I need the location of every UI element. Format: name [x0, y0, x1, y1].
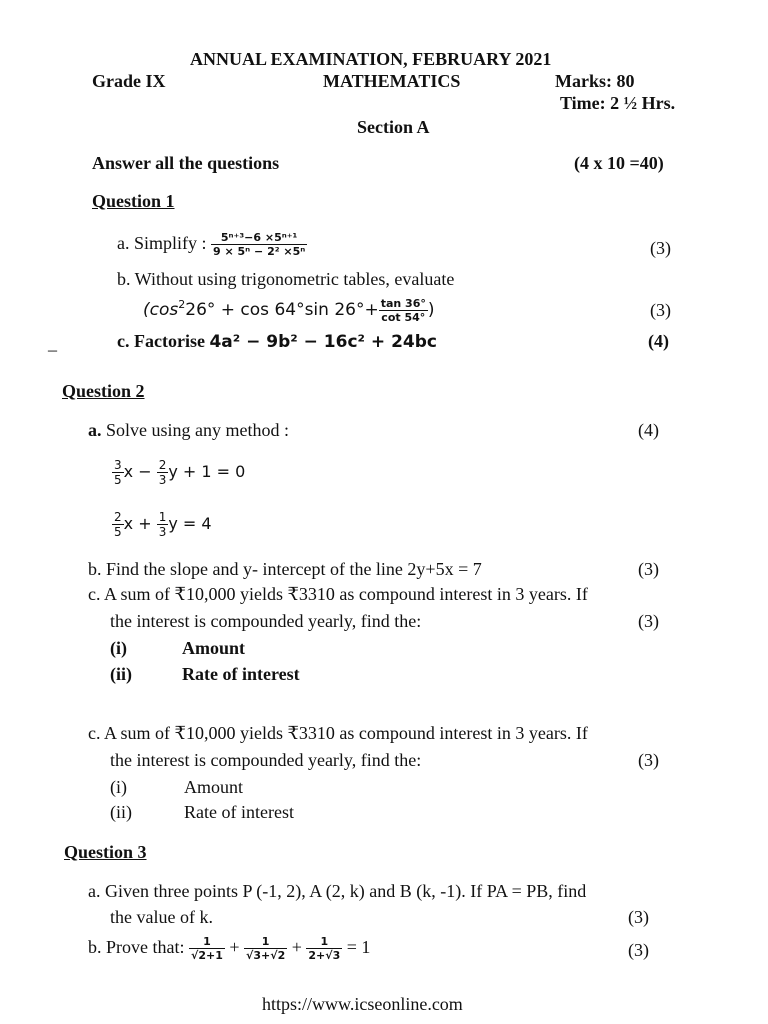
q2c2-ii-label: (ii)	[110, 802, 132, 822]
q2c2-marks: (3)	[638, 750, 659, 770]
q1a-numerator: 5ⁿ⁺³−6 ×5ⁿ⁺¹	[211, 232, 307, 245]
q1c-line	[117, 330, 437, 353]
eq1-f1-num: 3	[114, 458, 122, 472]
q2a-text: Solve using any method :	[101, 420, 289, 440]
eq1-term-1: x −	[123, 462, 157, 481]
q1a-fraction	[211, 232, 307, 257]
q1a-denominator: 9 × 5ⁿ − 2² ×5ⁿ	[213, 245, 306, 259]
q1b-text: b. Without using trigonometric tables, evaluate	[117, 269, 455, 289]
q3b-plus-1: +	[224, 937, 245, 957]
time-label: Time: 2 ½ Hrs.	[560, 93, 676, 113]
grade-label: Grade IX	[92, 71, 166, 91]
q3b-f2-den: √3+√2	[246, 949, 286, 963]
footer-url[interactable]: https://www.icseonline.com	[262, 994, 463, 1014]
q3a-marks: (3)	[628, 907, 649, 927]
q2b-text: b. Find the slope and y- intercept of the line 2y+5x = 7	[88, 559, 482, 579]
question-1-heading: Question 1	[92, 191, 175, 211]
question-3-heading: Question 3	[64, 842, 147, 862]
eq1-term-2: y + 1 = 0	[168, 462, 246, 481]
q1b-frac-den: cot 54°	[381, 310, 426, 324]
eq2-f1-num: 2	[114, 510, 122, 524]
q2a-equation-2	[112, 511, 212, 538]
section-title: Section A	[357, 117, 430, 137]
q2a-label: a.	[88, 420, 102, 440]
q2c1-line-1: c. A sum of ₹10,000 yields ₹3310 as compound interest in 3 years. If	[88, 584, 588, 604]
eq1-f2-num: 2	[158, 458, 167, 472]
q3b-plus-2: +	[287, 937, 307, 957]
q2c1-marks: (3)	[638, 611, 659, 631]
eq2-f2-num: 1	[158, 510, 167, 524]
q3b-fraction-1	[189, 936, 225, 961]
eq2-f2-den: 3	[158, 525, 167, 539]
marks-label: Marks: 80	[555, 71, 635, 91]
q2c1-ii-text: Rate of interest	[182, 664, 300, 684]
q2a-equation-1	[112, 459, 245, 486]
q2c2-i-label: (i)	[110, 777, 127, 797]
q3b-fraction-2	[244, 936, 287, 961]
q2c1-i-label: (i)	[110, 638, 127, 658]
q1b-frac-num: tan 36°	[380, 296, 426, 310]
eq2-fraction-1	[112, 511, 124, 538]
q2c2-i-text: Amount	[184, 777, 244, 797]
eq2-term-1: x +	[123, 514, 157, 533]
q1c-prefix: c. Factorise	[117, 331, 210, 351]
q3b-fraction-3	[306, 936, 342, 961]
q3b-f2-num: 1	[244, 936, 287, 949]
q1b-fraction	[379, 298, 428, 323]
q2b-marks: (3)	[638, 559, 659, 579]
q3b-marks: (3)	[628, 940, 649, 960]
eq1-f1-den: 5	[114, 473, 122, 487]
q3b-result: = 1	[342, 937, 371, 957]
q1b-marks: (3)	[650, 300, 671, 320]
eq2-term-2: y = 4	[168, 514, 212, 533]
q1a-line	[117, 232, 307, 257]
q3a-line-1: a. Given three points P (-1, 2), A (2, k) and B (k, -1). If PA = PB, find	[88, 881, 587, 901]
eq1-f2-den: 3	[158, 473, 167, 487]
q1b-expression	[143, 294, 435, 323]
q2c1-line-2: the interest is compounded yearly, find the:	[110, 611, 422, 631]
q1c-marks: (4)	[648, 331, 669, 351]
q1b-expr-end: )	[427, 300, 435, 320]
eq1-fraction-2	[157, 459, 169, 486]
q1b-expr-mid: 26° + cos 64°sin 26°+	[185, 300, 379, 320]
instruction-marks: (4 x 10 =40)	[574, 153, 664, 173]
q2c2-line-1: c. A sum of ₹10,000 yields ₹3310 as compound interest in 3 years. If	[88, 723, 588, 743]
q2c1-i-text: Amount	[182, 638, 246, 658]
eq2-f1-den: 5	[114, 525, 122, 539]
q1b-expr-square: 2	[178, 298, 186, 311]
q2c2-line-2: the interest is compounded yearly, find the:	[110, 750, 422, 770]
q3b-prefix: b. Prove that:	[88, 937, 189, 957]
margin-dash: _	[48, 333, 57, 353]
exam-title: ANNUAL EXAMINATION, FEBRUARY 2021	[190, 49, 552, 69]
q2c2-ii-text: Rate of interest	[184, 802, 294, 822]
q2a-marks: (4)	[638, 420, 659, 440]
subject-label: MATHEMATICS	[323, 71, 461, 91]
q1c-expression: 4a² − 9b² − 16c² + 24bc	[209, 332, 437, 352]
q2a-line	[88, 419, 289, 441]
eq2-fraction-2	[157, 511, 169, 538]
q3b-f1-num: 1	[189, 936, 225, 949]
instruction-text: Answer all the questions	[92, 153, 280, 173]
q3b-f1-den: √2+1	[191, 949, 223, 963]
q2c1-ii-label: (ii)	[110, 664, 132, 684]
q1a-prefix: a. Simplify :	[117, 233, 211, 253]
q1a-marks: (3)	[650, 238, 671, 258]
q1b-expr-start: (cos	[143, 300, 179, 320]
q3b-f3-den: 2+√3	[308, 949, 341, 963]
eq1-fraction-1	[112, 459, 124, 486]
q3a-line-2: the value of k.	[110, 907, 213, 927]
q3b-f3-num: 1	[306, 936, 342, 949]
q3b-line	[88, 936, 370, 961]
question-2-heading: Question 2	[62, 381, 145, 401]
